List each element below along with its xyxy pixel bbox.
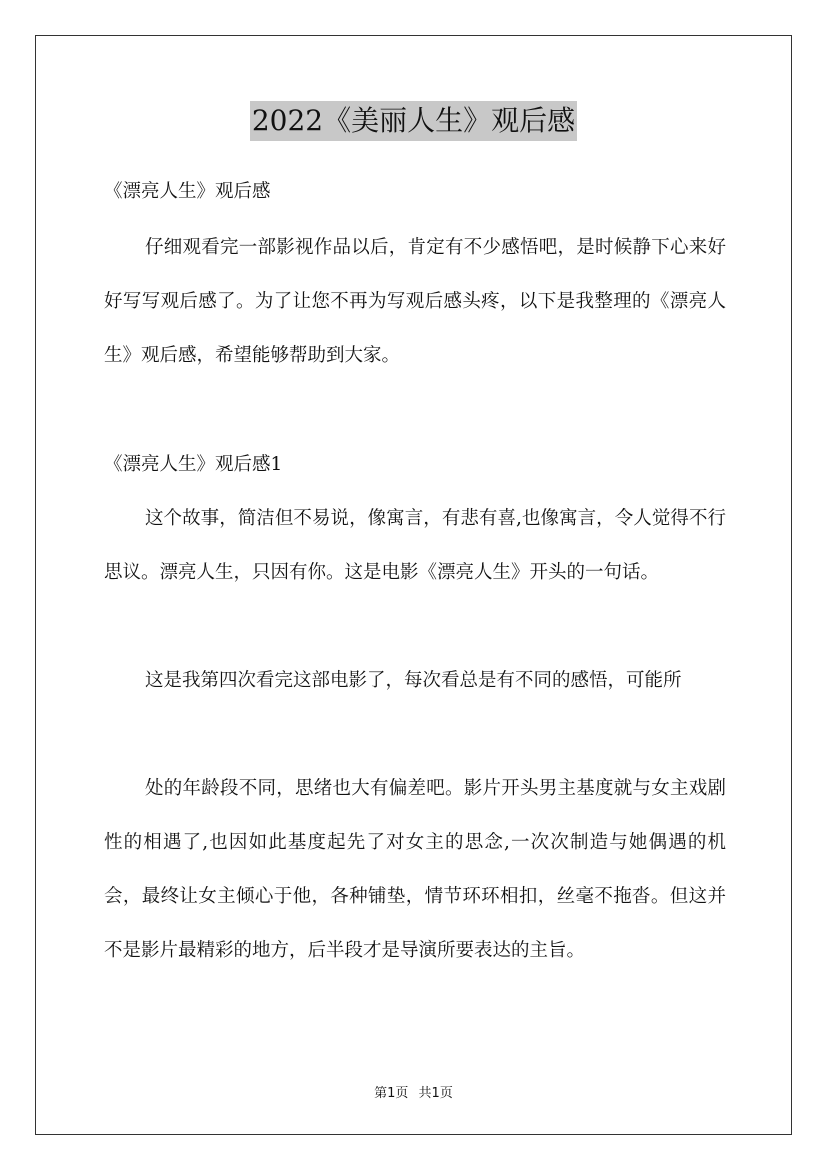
document-title: 2022《美丽人生》观后感 [250,101,577,141]
page-footer: 第1页 共1页 [374,1086,453,1101]
document-subtitle: 《漂亮人生》观后感 [104,181,271,202]
body-paragraph-1: 这个故事，简洁但不易说，像寓言，有悲有喜,也像寓言，令人觉得不行思议。漂亮人生，只因有你。这是电影《漂亮人生》开头的一句话。 [104,508,726,583]
intro-paragraph: 仔细观看完一部影视作品以后，肯定有不少感悟吧，是时候静下心来好好写写观后感了。为了让您不再为写观后感头疼，以下是我整理的《漂亮人生》观后感，希望能够帮助到大家。 [104,237,726,366]
body-paragraph-3: 处的年龄段不同，思绪也大有偏差吧。影片开头男主基度就与女主戏剧性的相遇了,也因如此基度起先了对女主的思念,一次次制造与她偶遇的机会，最终让女主倾心于他，各种铺垫，情节环环相扣，丝毫不拖沓。但这并不是影片最精彩的地方，后半段才是导演所要表达的主旨。 [104,778,726,961]
body-paragraph-2: 这是我第四次看完这部电影了，每次看总是有不同的感悟，可能所 [145,670,682,691]
title-container [0,101,827,141]
section-heading: 《漂亮人生》观后感1 [104,454,283,475]
